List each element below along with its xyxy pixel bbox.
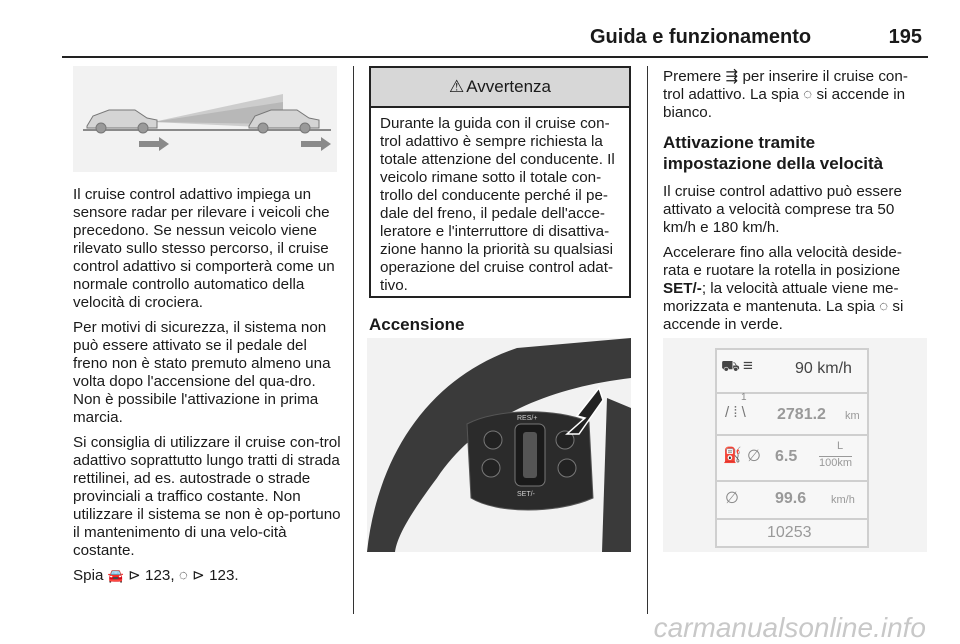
odometer-value: 10253 bbox=[767, 524, 812, 541]
instrument-display-illustration bbox=[663, 338, 927, 552]
press-text: Premere bbox=[663, 68, 722, 85]
consumption-unit-top: L bbox=[837, 440, 844, 452]
set-text-after: ; la velocità attuale viene me-morizzata e mantenuta. La spia bbox=[663, 280, 899, 315]
cruise-button-icon: ⇶ bbox=[725, 68, 739, 85]
warning-box bbox=[369, 66, 631, 298]
page-ref-1[interactable]: 123, bbox=[145, 567, 175, 584]
cruise-lamp-icon: ◌ bbox=[803, 86, 813, 103]
cruise-control-icon: ◌ bbox=[178, 567, 188, 584]
trip-unit: km bbox=[845, 410, 860, 422]
header-rule bbox=[62, 56, 928, 58]
paragraph-press-button bbox=[663, 68, 927, 122]
column-divider-left bbox=[353, 66, 354, 614]
radar-illustration bbox=[73, 66, 337, 172]
consumption-unit-bottom: 100km bbox=[819, 457, 853, 469]
set-label: SET/- bbox=[663, 280, 702, 297]
car-distance-icon: ⛟ bbox=[721, 358, 740, 375]
paragraph-warning-lights bbox=[73, 567, 343, 585]
average-icon: ∅ bbox=[747, 448, 761, 465]
paragraph-intro: Il cruise control adattivo impiega un sensore radar per rilevare i veicoli che precedono. Se nessun veicolo viene rilevato sullo stesso percorso, il cruise control adattivo si comporterà come un normale controllo automatico della velocità di crociera. bbox=[73, 186, 335, 311]
warning-title: Avvertenza bbox=[466, 77, 551, 96]
paragraph-speed-range: Il cruise control adattivo può essere attivato a velocità comprese tra 50 km/h e 180 km/h. bbox=[663, 183, 902, 236]
set-speed-value: 90 km/h bbox=[795, 360, 852, 377]
arrow-ref-icon: ⊳ bbox=[128, 567, 141, 584]
warning-header bbox=[371, 68, 629, 108]
warning-triangle-icon: ⚠ bbox=[449, 77, 465, 96]
fuel-icon: ⛽ bbox=[723, 447, 742, 464]
section-heading-accensione: Accensione bbox=[369, 315, 465, 334]
wheel-set-label: SET/- bbox=[517, 491, 535, 498]
section-heading-activation: Attivazione tramite impostazione della velocità bbox=[663, 133, 884, 173]
average-speed-unit: km/h bbox=[831, 494, 855, 506]
press-text-after: per inserire il cruise con-trol adattivo. La spia bbox=[663, 68, 908, 103]
average-speed-value: 99.6 bbox=[775, 490, 807, 507]
set-text-end: si accende in verde. bbox=[663, 298, 904, 333]
road-icon: / ⁞ \ bbox=[725, 404, 746, 421]
column-divider-right bbox=[647, 66, 648, 614]
page-ref-2[interactable]: 123. bbox=[209, 567, 239, 584]
paragraph-advice: Si consiglia di utilizzare il cruise con-trol adattivo soprattutto lungo tratti di strada rettilinei, ad es. autostrade o strade provinciali a traffico costante. Non utilizzare il sistema se non è op-portuno il mantenimento di una velo-cità costante. bbox=[73, 434, 341, 559]
warning-text: Durante la guida con il cruise con-trol adattivo è sempre richiesta la totale attenzione del conducente. Il veicolo rimane sotto il totale con-trollo del conducente perché il pe-dale del freno, il pedale dell'acce-leratore e l'interruttore di disattiva-zione hanno la priorità su qualsiasi operazione del cruise control adat-tivo. bbox=[380, 115, 615, 294]
page-header-title: Guida e funzionamento bbox=[590, 26, 812, 48]
spia-label: Spia bbox=[73, 567, 104, 584]
steering-wheel-illustration bbox=[367, 338, 631, 552]
wheel-res-label: RES/+ bbox=[517, 415, 538, 422]
consumption-value: 6.5 bbox=[775, 448, 798, 465]
cruise-lamp-icon: ◌ bbox=[879, 298, 889, 315]
gear-indicator: 1 bbox=[741, 392, 747, 403]
set-text: Accelerare fino alla velocità deside-rata e ruotare la rotella in posizione bbox=[663, 244, 902, 279]
paragraph-safety: Per motivi di sicurezza, il sistema non può essere attivato se il pedale del freno non è stato premuto almeno una volta dopo l'accensione del qua-dro. Non è possibile l'attivazione in prima marcia. bbox=[73, 319, 331, 426]
watermark: carmanualsonline.info bbox=[653, 612, 926, 643]
press-text-end: si accende in bianco. bbox=[663, 86, 906, 121]
display-frame bbox=[715, 348, 869, 548]
page-number: 195 bbox=[888, 26, 922, 48]
car-icon: 🚘 bbox=[107, 568, 124, 583]
distance-bars-icon: ≡ bbox=[743, 356, 753, 375]
trip-value: 2781.2 bbox=[777, 406, 826, 423]
paragraph-set-speed bbox=[663, 244, 927, 334]
arrow-ref-icon: ⊳ bbox=[192, 567, 205, 584]
average-speed-icon: ∅ bbox=[725, 490, 739, 507]
